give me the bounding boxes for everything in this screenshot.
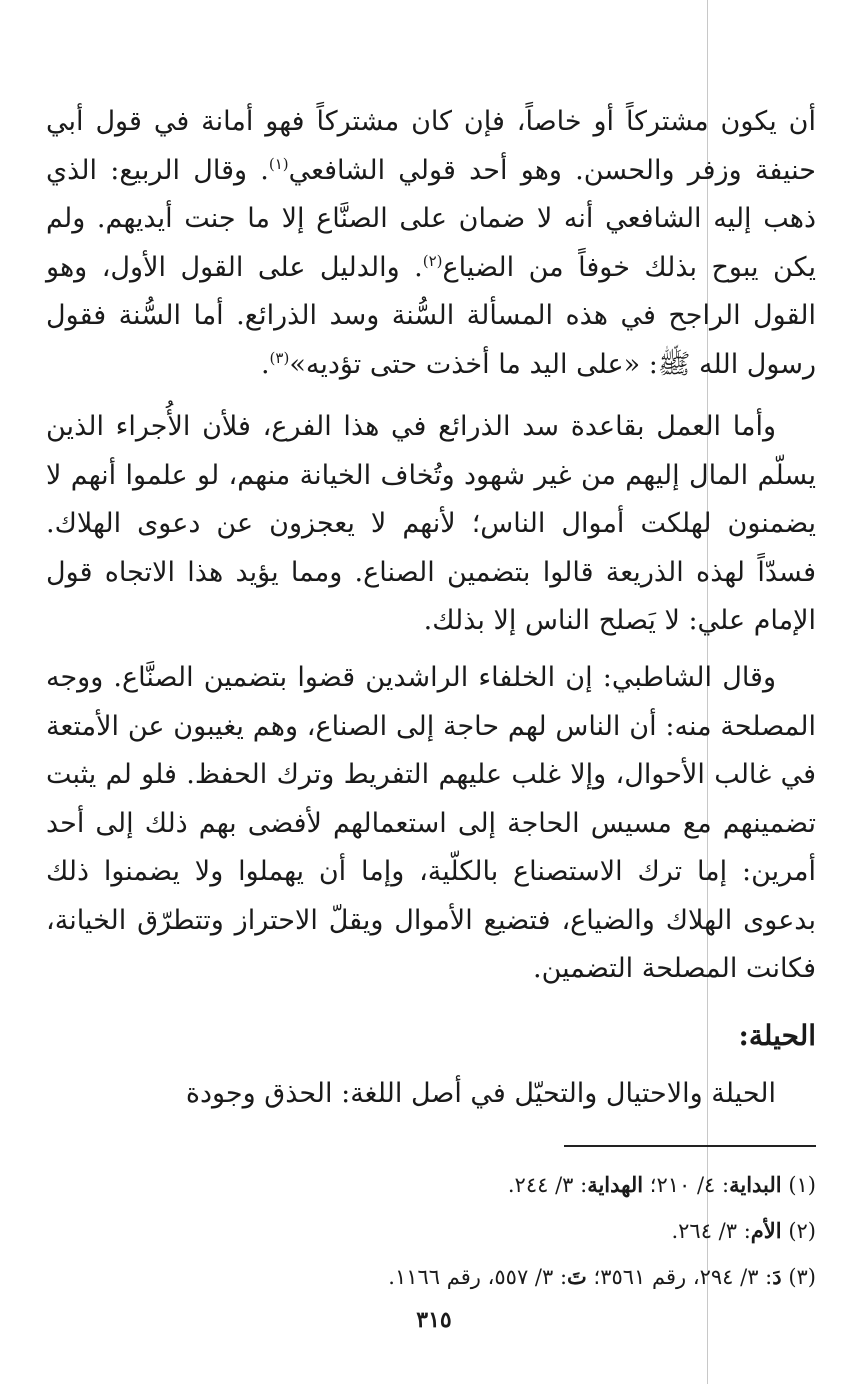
- footnote-text: : ٣/ ٢٦٤.: [671, 1219, 751, 1243]
- paragraph-1-text-b: . وقال الربيع: الذي ذهب إليه الشافعي أنه لا ضمان على الصنَّاع إلا ما جنت أيديهم. ولم يكن يبوح بذلك خوفاً من الضياع: [46, 154, 816, 283]
- paragraph-1-text-d: .: [260, 348, 270, 380]
- paragraph-1-text-c: . والدليل على القول الأول، وهو القول الراجح في هذه المسألة السُّنة وسد الذرائع. أما السُّنة فقول رسول الله ﷺ: «على اليد ما أخذت حتى تؤديه»: [46, 251, 816, 380]
- footnote-number: (١): [788, 1173, 816, 1197]
- footnote-text: : ٤/ ٢١٠؛: [643, 1173, 730, 1197]
- paragraph-4: [46, 1070, 816, 1119]
- footnotes: [46, 1162, 816, 1300]
- footnote-ref-2: (٢): [422, 251, 443, 270]
- footnote-number: (٣): [788, 1265, 816, 1289]
- footnote-number: (٢): [788, 1219, 816, 1243]
- paragraph-1-text-a: أن يكون مشتركاً أو خاصاً، فإن كان مشتركاً فهو أمانة في قول أبي حنيفة وزفر والحسن. وهو أحد قولي الشافعي: [46, 106, 816, 186]
- footnote-source: الهداية: [587, 1172, 644, 1197]
- footnote-source: الأم: [750, 1218, 782, 1243]
- footnote-source: البداية: [729, 1172, 782, 1197]
- footnote-source: تَ: [567, 1264, 587, 1289]
- footnote-ref-3: (٣): [269, 348, 290, 367]
- page-number: ٣١٥: [416, 1307, 452, 1333]
- section-heading: الحيلة:: [738, 1019, 816, 1052]
- footnote-separator: [564, 1145, 816, 1147]
- footnote-text: : ٣/ ٢٤٤.: [507, 1173, 588, 1197]
- footnote-3: [46, 1254, 816, 1300]
- footnote-2: [46, 1208, 816, 1254]
- footnote-source: دَ: [772, 1264, 782, 1289]
- paragraph-4-text: الحيلة والاحتيال والتحيّل في أصل اللغة: الحذق وجودة: [185, 1078, 776, 1109]
- footnote-text: : ٣/ ٥٥٧، رقم ١١٦٦.: [388, 1265, 568, 1289]
- paragraph-1: [46, 98, 816, 389]
- footnote-1: [46, 1162, 816, 1208]
- paragraph-2: [46, 403, 816, 646]
- paragraph-2-text: وأما العمل بقاعدة سد الذرائع في هذا الفرع، فلأن الأُجراء الذين يسلّم المال إليهم من غير شهود وتُخاف الخيانة منهم، لو علموا أنهم لا يضمنون لهلكت أموال الناس؛ لأنهم لا يعجزون عن دعوى الهلاك. فسدّاً لهذه الذريعة قالوا بتضمين الصناع. ومما يؤيد هذا الاتجاه قول الإمام علي: لا يَصلح الناس إلا بذلك.: [46, 411, 816, 636]
- footnote-text: : ٣/ ٢٩٤، رقم ٣٥٦١؛: [586, 1265, 773, 1289]
- paragraph-3-text: وقال الشاطبي: إن الخلفاء الراشدين قضوا بتضمين الصنَّاع. ووجه المصلحة منه: أن الناس لهم حاجة إلى الصناع، وهم يغيبون عن الأمتعة في غالب الأحوال، وإلا غلب عليهم التفريط وترك الحفظ. فلو لم يثبت تضمينهم مع مسيس الحاجة إلى استعمالهم لأفضى بهم ذلك إلى أحد أمرين: إما ترك الاستصناع بالكلّية، وإما أن يهملوا ولا يضمنوا ذلك بدعوى الهلاك والضياع، فتضيع الأموال ويقلّ الاحتراز وتتطرّق الخيانة، فكانت المصلحة التضمين.: [46, 662, 816, 984]
- paragraph-3: [46, 654, 816, 994]
- footnote-ref-1: (١): [268, 154, 289, 173]
